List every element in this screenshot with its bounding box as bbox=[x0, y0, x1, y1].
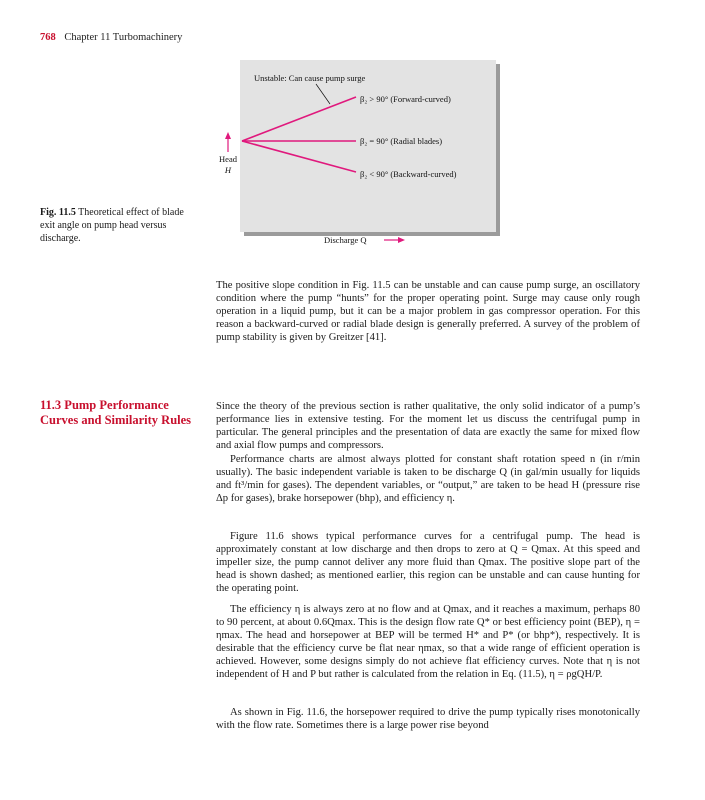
paragraph-surge: The positive slope condition in Fig. 11.5 can be unstable and can cause pump surge, an oscillatory condition where the pump “hunts” for the proper operating point. Surge may cause only rough operation in a liquid pump, but it can be a major problem in gas compressor operation. For this reason a backward-curved or radial blade design is generally preferred. A survey of the problem of pump stability is given by Greitzer [41]. bbox=[216, 280, 640, 344]
discharge-axis-label: Discharge Q bbox=[324, 235, 367, 245]
caption-label: Fig. 11.5 bbox=[40, 207, 76, 218]
paragraph-figure-11-6: Figure 11.6 shows typical performance curves for a centrifugal pump. The head is approximately constant at low discharge and then drops to zero at Q = Qmax. At this speed and impeller size, the pump cannot deliver any more fluid than Qmax. The positive slope part of the head is shown dashed; as mentioned earlier, this region can be unstable and can cause hunting for the operating point. bbox=[216, 531, 640, 595]
label-radial-blades: β₂ = 90° (Radial blades) bbox=[360, 136, 443, 146]
caption-text: Theoretical effect of blade exit angle on pump head versus discharge. bbox=[40, 207, 184, 245]
figure-11-5 bbox=[206, 58, 506, 258]
section-heading: 11.3 Pump Performance Curves and Similarity Rules bbox=[40, 398, 192, 427]
running-head bbox=[40, 32, 182, 43]
curve-forward-curved bbox=[242, 97, 356, 141]
page-number: 768 bbox=[40, 32, 56, 43]
paragraph-performance-charts: Performance charts are almost always plotted for constant shaft rotation speed n (in r/min usually). The basic independent variable is taken to be discharge Q (in gal/min usually for liquids and ft³/min for gases). The dependent variables, or “output,” are taken to be head H (pressure rise Δp for gases), brake horsepower (bhp), and efficiency η. bbox=[216, 454, 640, 505]
discharge-axis-arrowhead bbox=[398, 237, 405, 243]
label-backward-curved: β₂ < 90° (Backward-curved) bbox=[360, 169, 457, 179]
head-axis-symbol: H bbox=[224, 165, 232, 175]
chapter-title: Chapter 11 Turbomachinery bbox=[64, 32, 183, 43]
paragraph-horsepower: As shown in Fig. 11.6, the horsepower required to drive the pump typically rises monotonically with the flow rate. Sometimes there is a large power rise beyond bbox=[216, 707, 640, 732]
unstable-leader-line bbox=[316, 84, 330, 104]
unstable-label: Unstable: Can cause pump surge bbox=[254, 73, 366, 83]
head-axis-arrowhead bbox=[225, 132, 231, 139]
figure-drawing bbox=[206, 58, 506, 258]
label-forward-curved: β₂ > 90° (Forward-curved) bbox=[360, 94, 451, 104]
paragraph-efficiency: The efficiency η is always zero at no flow and at Qmax, and it reaches a maximum, perhaps 80 to 90 percent, at about 0.6Qmax. This is the design flow rate Q* or best efficiency point (BEP), η = ηmax. The head and horsepower at BEP will be termed H* and P* (or bhp*), respectively. It is desirable that the efficiency curve be flat near ηmax, so that a wide range of efficient operation is achieved. However, some designs simply do not achieve flat efficiency curves. Note that η is not independent of H and P but rather is calculated from the relation in Eq. (11.5), η = ρgQH/P. bbox=[216, 604, 640, 681]
paragraph-intro: Since the theory of the previous section is rather qualitative, the only solid indicator of a pump’s performance lies in extensive testing. For the moment let us discuss the centrifugal pump in particular. The general principles and the presentation of data are exactly the same for mixed flow and axial flow pumps and compressors. bbox=[216, 401, 640, 452]
figure-caption bbox=[40, 206, 200, 246]
head-axis-label: Head bbox=[219, 154, 237, 164]
curve-backward-curved bbox=[242, 141, 356, 172]
